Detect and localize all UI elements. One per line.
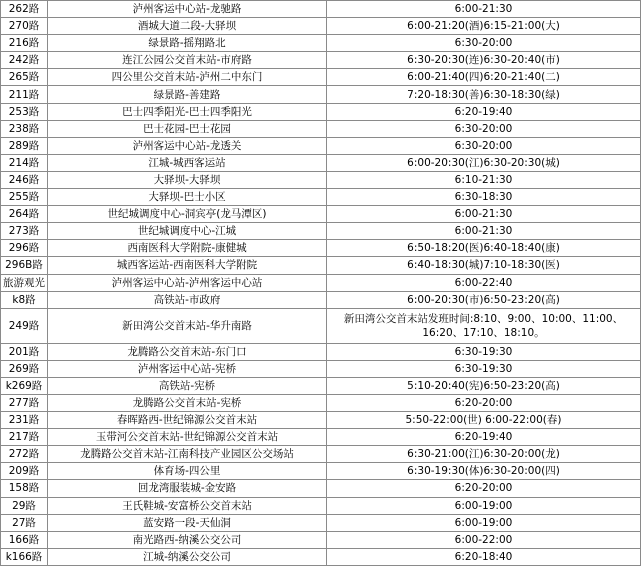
route-number-cell: 296路 (1, 240, 48, 257)
service-hours-cell: 新田湾公交首末站发班时间:8:10、9:00、10:00、11:00、16:20、17:10、18:10。 (327, 308, 641, 343)
route-stops-cell: 南光路西-纳溪公交公司 (48, 531, 327, 548)
service-hours-cell: 6:00-21:20(酒)6:15-21:00(大) (327, 18, 641, 35)
route-stops-cell: 绿景路-摇翔路北 (48, 35, 327, 52)
route-stops-cell: 蓝安路一段-天仙洞 (48, 514, 327, 531)
route-stops-cell: 泸州客运中心站-泸州客运中心站 (48, 274, 327, 291)
route-stops-cell: 江城-城西客运站 (48, 154, 327, 171)
service-hours-cell: 6:30-20:00 (327, 137, 641, 154)
table-row (1, 412, 641, 429)
service-hours-cell: 6:30-18:30 (327, 189, 641, 206)
route-number-cell: 277路 (1, 394, 48, 411)
service-hours-cell: 6:30-19:30 (327, 360, 641, 377)
service-hours-cell: 6:30-20:00 (327, 35, 641, 52)
service-hours-cell: 6:00-21:30 (327, 223, 641, 240)
route-number-cell: 262路 (1, 1, 48, 18)
route-number-cell: 201路 (1, 343, 48, 360)
route-number-cell: 272路 (1, 446, 48, 463)
route-number-cell: 166路 (1, 531, 48, 548)
route-stops-cell: 体育场-四公里 (48, 463, 327, 480)
table-row (1, 189, 641, 206)
route-stops-cell: 高铁站-宪桥 (48, 377, 327, 394)
service-hours-cell: 6:30-20:00 (327, 120, 641, 137)
table-row (1, 52, 641, 69)
route-number-cell: 269路 (1, 360, 48, 377)
service-hours-cell: 6:00-21:30 (327, 1, 641, 18)
table-row (1, 171, 641, 188)
table-row (1, 429, 641, 446)
table-row (1, 291, 641, 308)
service-hours-cell: 6:20-19:40 (327, 429, 641, 446)
service-hours-cell: 6:30-19:30 (327, 343, 641, 360)
route-number-cell: 296B路 (1, 257, 48, 274)
route-stops-cell: 新田湾公交首末站-华升南路 (48, 308, 327, 343)
table-row (1, 274, 641, 291)
route-number-cell: 264路 (1, 206, 48, 223)
route-number-cell: k269路 (1, 377, 48, 394)
route-stops-cell: 江城-纳溪公交公司 (48, 548, 327, 565)
table-row (1, 446, 641, 463)
route-number-cell: 253路 (1, 103, 48, 120)
service-hours-cell: 6:20-20:00 (327, 394, 641, 411)
service-hours-cell: 6:00-20:30(江)6:30-20:30(城) (327, 154, 641, 171)
table-row (1, 514, 641, 531)
service-hours-cell: 6:00-22:40 (327, 274, 641, 291)
route-stops-cell: 西南医科大学附院-康健城 (48, 240, 327, 257)
route-stops-cell: 泸州客运中心站-宪桥 (48, 360, 327, 377)
table-row (1, 18, 641, 35)
table-row (1, 1, 641, 18)
route-number-cell: 158路 (1, 480, 48, 497)
table-row (1, 120, 641, 137)
route-number-cell: 29路 (1, 497, 48, 514)
route-number-cell: 214路 (1, 154, 48, 171)
route-number-cell: 242路 (1, 52, 48, 69)
service-hours-cell: 6:20-19:40 (327, 103, 641, 120)
route-stops-cell: 世纪城调度中心-江城 (48, 223, 327, 240)
route-number-cell: 231路 (1, 412, 48, 429)
service-hours-cell: 6:30-20:30(连)6:30-20:40(市) (327, 52, 641, 69)
schedule-body (1, 1, 641, 566)
table-row (1, 154, 641, 171)
table-row (1, 240, 641, 257)
route-number-cell: 265路 (1, 69, 48, 86)
route-stops-cell: 王氏鞋城-安富桥公交首末站 (48, 497, 327, 514)
route-stops-cell: 城西客运站-西南医科大学附院 (48, 257, 327, 274)
table-row (1, 531, 641, 548)
route-stops-cell: 四公里公交首末站-泸州二中东门 (48, 69, 327, 86)
service-hours-cell: 6:30-21:00(江)6:30-20:00(龙) (327, 446, 641, 463)
service-hours-cell: 6:40-18:30(城)7:10-18:30(医) (327, 257, 641, 274)
route-stops-cell: 泸州客运中心站-龙透关 (48, 137, 327, 154)
route-stops-cell: 大驿坝-巴士小区 (48, 189, 327, 206)
route-number-cell: 217路 (1, 429, 48, 446)
route-stops-cell: 泸州客运中心站-龙驰路 (48, 1, 327, 18)
service-hours-cell: 5:50-22:00(世) 6:00-22:00(春) (327, 412, 641, 429)
table-row (1, 360, 641, 377)
route-stops-cell: 龙腾路公交首末站-江南科技产业园区公交场站 (48, 446, 327, 463)
route-stops-cell: 玉带河公交首末站-世纪锦源公交首末站 (48, 429, 327, 446)
route-number-cell: 238路 (1, 120, 48, 137)
table-row (1, 137, 641, 154)
table-row (1, 497, 641, 514)
table-row (1, 548, 641, 565)
service-hours-cell: 6:20-18:40 (327, 548, 641, 565)
route-number-cell: 255路 (1, 189, 48, 206)
service-hours-cell: 6:20-20:00 (327, 480, 641, 497)
table-row (1, 103, 641, 120)
service-hours-cell: 6:00-19:00 (327, 514, 641, 531)
route-stops-cell: 春晖路西-世纪锦源公交首末站 (48, 412, 327, 429)
route-stops-cell: 龙腾路公交首末站-东门口 (48, 343, 327, 360)
route-stops-cell: 酒城大道二段-大驿坝 (48, 18, 327, 35)
route-number-cell: 211路 (1, 86, 48, 103)
route-stops-cell: 世纪城调度中心-洞宾亭(龙马潭区) (48, 206, 327, 223)
route-number-cell: 289路 (1, 137, 48, 154)
table-row (1, 343, 641, 360)
table-row (1, 35, 641, 52)
route-stops-cell: 大驿坝-大驿坝 (48, 171, 327, 188)
service-hours-cell: 7:20-18:30(善)6:30-18:30(绿) (327, 86, 641, 103)
route-stops-cell: 龙腾路公交首末站-宪桥 (48, 394, 327, 411)
route-stops-cell: 巴士花园-巴士花园 (48, 120, 327, 137)
table-row (1, 394, 641, 411)
route-number-cell: 旅游观光 (1, 274, 48, 291)
service-hours-cell: 6:00-19:00 (327, 497, 641, 514)
table-row (1, 86, 641, 103)
table-row (1, 308, 641, 343)
route-number-cell: 249路 (1, 308, 48, 343)
service-hours-cell: 6:00-21:30 (327, 206, 641, 223)
route-stops-cell: 回龙湾服装城-金安路 (48, 480, 327, 497)
table-row (1, 463, 641, 480)
table-row (1, 206, 641, 223)
route-number-cell: 209路 (1, 463, 48, 480)
route-number-cell: 273路 (1, 223, 48, 240)
table-row (1, 223, 641, 240)
route-number-cell: 246路 (1, 171, 48, 188)
service-hours-cell: 6:50-18:20(医)6:40-18:40(康) (327, 240, 641, 257)
route-stops-cell: 高铁站-市政府 (48, 291, 327, 308)
route-number-cell: 27路 (1, 514, 48, 531)
service-hours-cell: 6:10-21:30 (327, 171, 641, 188)
service-hours-cell: 6:00-22:00 (327, 531, 641, 548)
service-hours-cell: 6:30-19:30(体)6:30-20:00(四) (327, 463, 641, 480)
route-number-cell: 270路 (1, 18, 48, 35)
service-hours-cell: 6:00-21:40(四)6:20-21:40(二) (327, 69, 641, 86)
table-row (1, 69, 641, 86)
route-number-cell: 216路 (1, 35, 48, 52)
service-hours-cell: 6:00-20:30(市)6:50-23:20(高) (327, 291, 641, 308)
route-stops-cell: 绿景路-善建路 (48, 86, 327, 103)
route-stops-cell: 连江公园公交首末站-市府路 (48, 52, 327, 69)
service-hours-cell: 5:10-20:40(宪)6:50-23:20(高) (327, 377, 641, 394)
table-row (1, 257, 641, 274)
route-stops-cell: 巴士四季阳光-巴士四季阳光 (48, 103, 327, 120)
route-number-cell: k166路 (1, 548, 48, 565)
table-row (1, 480, 641, 497)
table-row (1, 377, 641, 394)
route-number-cell: k8路 (1, 291, 48, 308)
